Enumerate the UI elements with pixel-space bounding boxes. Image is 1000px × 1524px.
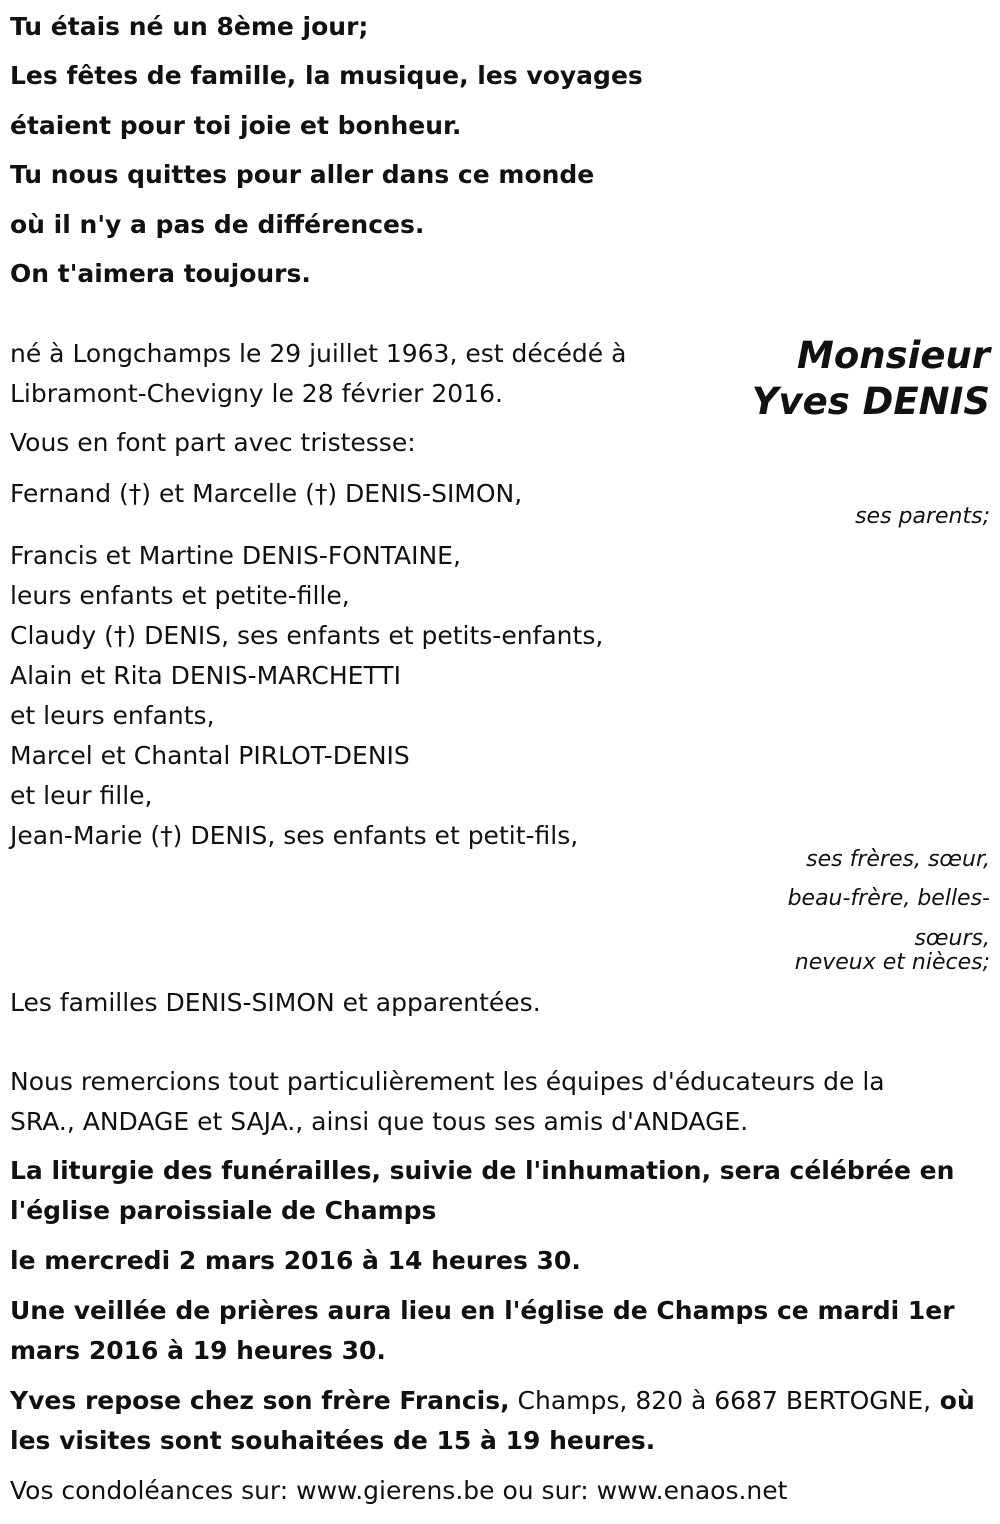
sibling-line: Jean-Marie (†) DENIS, ses enfants et petit-fils, — [10, 821, 579, 850]
sibling-line: Marcel et Chantal PIRLOT-DENIS — [10, 741, 410, 770]
visitation-bold-end: où — [931, 1386, 975, 1415]
thanks-line: Nous remercions tout particulièrement les équipes d'éducateurs de la — [10, 1067, 885, 1096]
visitation-line — [10, 1386, 975, 1415]
poem-line: Tu étais né un 8ème jour; — [10, 12, 369, 41]
poem-line: On t'aimera toujours. — [10, 259, 311, 288]
funeral-line: La liturgie des funérailles, suivie de l'inhumation, sera célébrée en — [10, 1156, 955, 1185]
deceased-title: Monsieur — [797, 334, 990, 377]
visitation-bold-start: Yves repose chez son frère Francis, — [10, 1386, 510, 1415]
sibling-line: et leurs enfants, — [10, 701, 215, 730]
siblings-role: neveux et nièces; — [794, 950, 990, 975]
condolences-line: Vos condoléances sur: www.gierens.be ou sur: www.enaos.net — [10, 1476, 788, 1505]
vigil-line: mars 2016 à 19 heures 30. — [10, 1336, 386, 1365]
intro-text: Vous en font part avec tristesse: — [10, 428, 416, 457]
deceased-name: Yves DENIS — [751, 380, 990, 423]
birth-death-line: Libramont-Chevigny le 28 février 2016. — [10, 379, 503, 408]
siblings-role: ses frères, sœur, — [806, 847, 990, 872]
sibling-line: leurs enfants et petite-fille, — [10, 581, 350, 610]
sibling-line: Francis et Martine DENIS-FONTAINE, — [10, 541, 461, 570]
parents-role: ses parents; — [855, 504, 990, 529]
vigil-line: Une veillée de prières aura lieu en l'église de Champs ce mardi 1er — [10, 1296, 955, 1325]
siblings-role: sœurs, — [914, 926, 990, 951]
poem-line: Les fêtes de famille, la musique, les voyages — [10, 61, 643, 90]
visitation-address: Champs, 820 à 6687 BERTOGNE, — [509, 1386, 932, 1415]
families-line: Les familles DENIS-SIMON et apparentées. — [10, 988, 541, 1017]
poem-line: Tu nous quittes pour aller dans ce monde — [10, 160, 595, 189]
sibling-line: Alain et Rita DENIS-MARCHETTI — [10, 661, 401, 690]
poem-line: étaient pour toi joie et bonheur. — [10, 111, 462, 140]
funeral-line: l'église paroissiale de Champs — [10, 1196, 437, 1225]
sibling-line: et leur fille, — [10, 781, 153, 810]
parents-line: Fernand (†) et Marcelle (†) DENIS-SIMON, — [10, 479, 523, 508]
thanks-line: SRA., ANDAGE et SAJA., ainsi que tous ses amis d'ANDAGE. — [10, 1107, 749, 1136]
visitation-hours: les visites sont souhaitées de 15 à 19 heures. — [10, 1426, 656, 1455]
birth-death-line: né à Longchamps le 29 juillet 1963, est décédé à — [10, 339, 627, 368]
sibling-line: Claudy (†) DENIS, ses enfants et petits-enfants, — [10, 621, 604, 650]
funeral-date: le mercredi 2 mars 2016 à 14 heures 30. — [10, 1246, 581, 1275]
siblings-role: beau-frère, belles- — [787, 886, 990, 911]
poem-line: où il n'y a pas de différences. — [10, 210, 425, 239]
